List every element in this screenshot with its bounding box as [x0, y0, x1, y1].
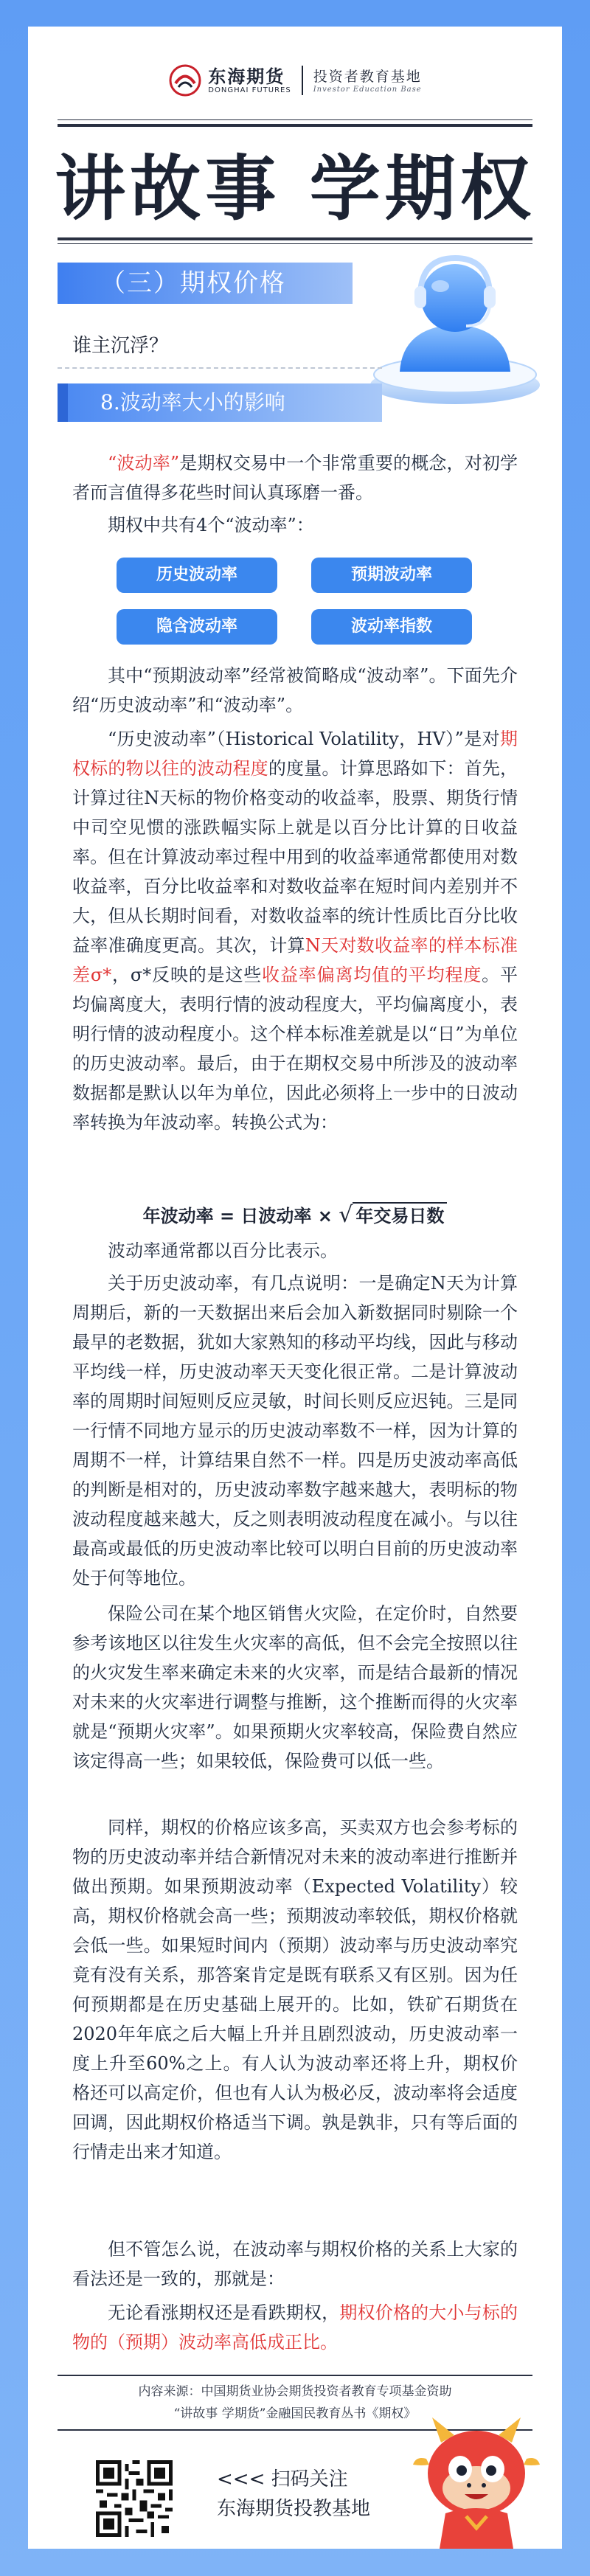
source-line-1: 内容来源：中国期货业协会期货投资者教育专项基金资助: [138, 2384, 452, 2399]
paragraph-expected-note: 其中“预期波动率”经常被简略成“波动率”。下面先介绍“历史波动率”和“波动率”。: [72, 665, 518, 715]
chip-volatility-index: 波动率指数: [311, 609, 472, 645]
paragraph-conclusion: 无论看涨期权还是看跌期权，期权价格的大小与标的物的（预期）波动率高低成正比。: [72, 2302, 518, 2353]
paragraph-percent-note: 波动率通常都以百分比表示。: [108, 1240, 338, 1261]
dashed-divider: [58, 367, 382, 369]
section-heading: （三）期权价格: [58, 263, 353, 304]
paragraph-hv-notes: 关于历史波动率，有几点说明：一是确定N天为计算周期后，新的一天数据出来后会加入新数据同时剔除一个最早的老数据，犹如大家熟知的移动平均线，因此与移动平均线一样，历史波动率天天变化很正常。二是计算波动率的周期时间短则反应灵敏，时间长则反应迟钝。三是同一行情不同地方显示的历史波动率数不一样，因为计算的周期不一样，计算结果自然不一样。四是历史波动率高低的判断是相对的，历史波动率数字越来越大，表明标的物波动程度越来越大，反之则表明波动程度在减小。与以往最高或最低的历史波动率比较可以明白目前的历史波动率处于何等地位。: [72, 1273, 518, 1589]
brand-tagline-en: Investor Education Base: [313, 85, 422, 94]
scan-to-follow-text: <<< 扫码关注: [217, 2468, 348, 2490]
chip-historical-volatility: 历史波动率: [117, 558, 277, 593]
header-rule-thin: [58, 119, 532, 120]
brand-header: [28, 55, 562, 106]
brand-name: 东海期货: [208, 66, 285, 87]
source-line-2: “讲故事 学期货”金融国民教育丛书《期权》: [173, 2406, 417, 2421]
paragraph-insurance-example: 保险公司在某个地区销售火灾险，在定价时，自然要参考该地区以往发生火灾率的高低，但不会完全按照以往的火灾发生率来确定未来的火灾率，而是结合最新的情况对未来的火灾率进行调整与推断，这个推断而得的火灾率就是“预期火灾率”。如果预期火灾率较高，保险费自然应该定得高一些；如果较低，保险费可以低一些。: [72, 1603, 518, 1771]
paragraph-historical-volatility: “历史波动率”（Historical Volatility，HV）”是对期权标的物以往的波动程度的度量。计算思路如下：首先，计算过往N天标的物价格变动的收益率，股票、期货行情中司空见惯的涨跌幅实际上就是以百分比计算的日收益率。但在计算波动率过程中用到的收益率通常都使用对数收益率，百分比收益率和对数收益率在短时间内差别并不大，但从长期时间看，对数收益率的统计性质比百分比收益率准确度更高。其次，计算N天对数收益率的样本标准差σ*，σ*反映的是这些收益率偏离均值的平均程度。平均偏离度大，表明行情的波动程度大，平均偏离度小，表明行情的波动程度小。这个样本标准差就是以“日”为单位的历史波动率。最后，由于在期权交易中所涉及的波动率数据都是默认以年为单位，因此必须将上一步中的日波动率转换为年波动率。转换公式为：: [72, 729, 518, 1133]
chip-expected-volatility: 预期波动率: [311, 558, 472, 593]
qr-code-icon[interactable]: [96, 2460, 173, 2537]
paragraph-option-pricing: 同样，期权的价格应该多高，买卖双方也会参考标的物的历史波动率并结合新情况对未来的波动率进行推断并做出预期。如果预期波动率（Expected Volatility）较高，期权价格就会高一些；预期波动率较低，期权价格就会低一些。如果短时间内（预期）波动率与历史波动率究竟有没有关系，那答案肯定是既有联系又有区别。因为任何预期都是在历史基础上展开的。比如，铁矿石期货在2020年年底之后大幅上升并且剧烈波动，历史波动率一度上升至60%之上。有人认为波动率还将上升，期权价格还可以高定价，但也有人认为极必反，波动率将会适度回调，因此期权价格适当下调。孰是孰非，只有等后面的行情走出来才知道。: [72, 1817, 518, 2162]
account-name-text: 东海期货投教基地: [217, 2498, 371, 2520]
header-rule-thick: [58, 124, 532, 127]
title-rule-thin: [58, 243, 532, 244]
volatility-count-text: 期权中共有4个“波动率”：: [108, 515, 314, 535]
user-avatar-3d-icon: [363, 245, 547, 407]
paragraph-consensus: 但不管怎么说，在波动率与期权价格的关系上大家的看法还是一致的，那就是：: [72, 2239, 518, 2289]
donghai-logo-icon: [168, 63, 202, 97]
annual-volatility-formula: 年波动率 = 日波动率 × √ 年交易日数: [28, 1199, 562, 1232]
brand-tagline: 投资者教育基地: [313, 68, 422, 85]
brand-name-en: DONGHAI FUTURES: [208, 86, 291, 94]
subsection-heading: 8.波动率大小的影响: [58, 383, 382, 422]
dragon-mascot-icon: [410, 2413, 543, 2549]
brand-divider: [302, 66, 303, 95]
chip-implied-volatility: 隐含波动率: [117, 609, 277, 645]
follow-prompt: [217, 2465, 370, 2524]
question-text: 谁主沉浮？: [72, 335, 169, 357]
page-title: 讲故事 学期权: [55, 147, 535, 230]
footer-rule: [58, 2375, 532, 2376]
title-rule-thick: [58, 237, 532, 240]
volatility-term: “波动率”: [108, 453, 180, 473]
article-card: [28, 27, 562, 2549]
formula-sqrt-term: 年交易日数: [353, 1202, 447, 1229]
intro-paragraph: “波动率”是期权交易中一个非常重要的概念，对初学者而言值得多花些时间认真琢磨一番。: [72, 453, 518, 503]
